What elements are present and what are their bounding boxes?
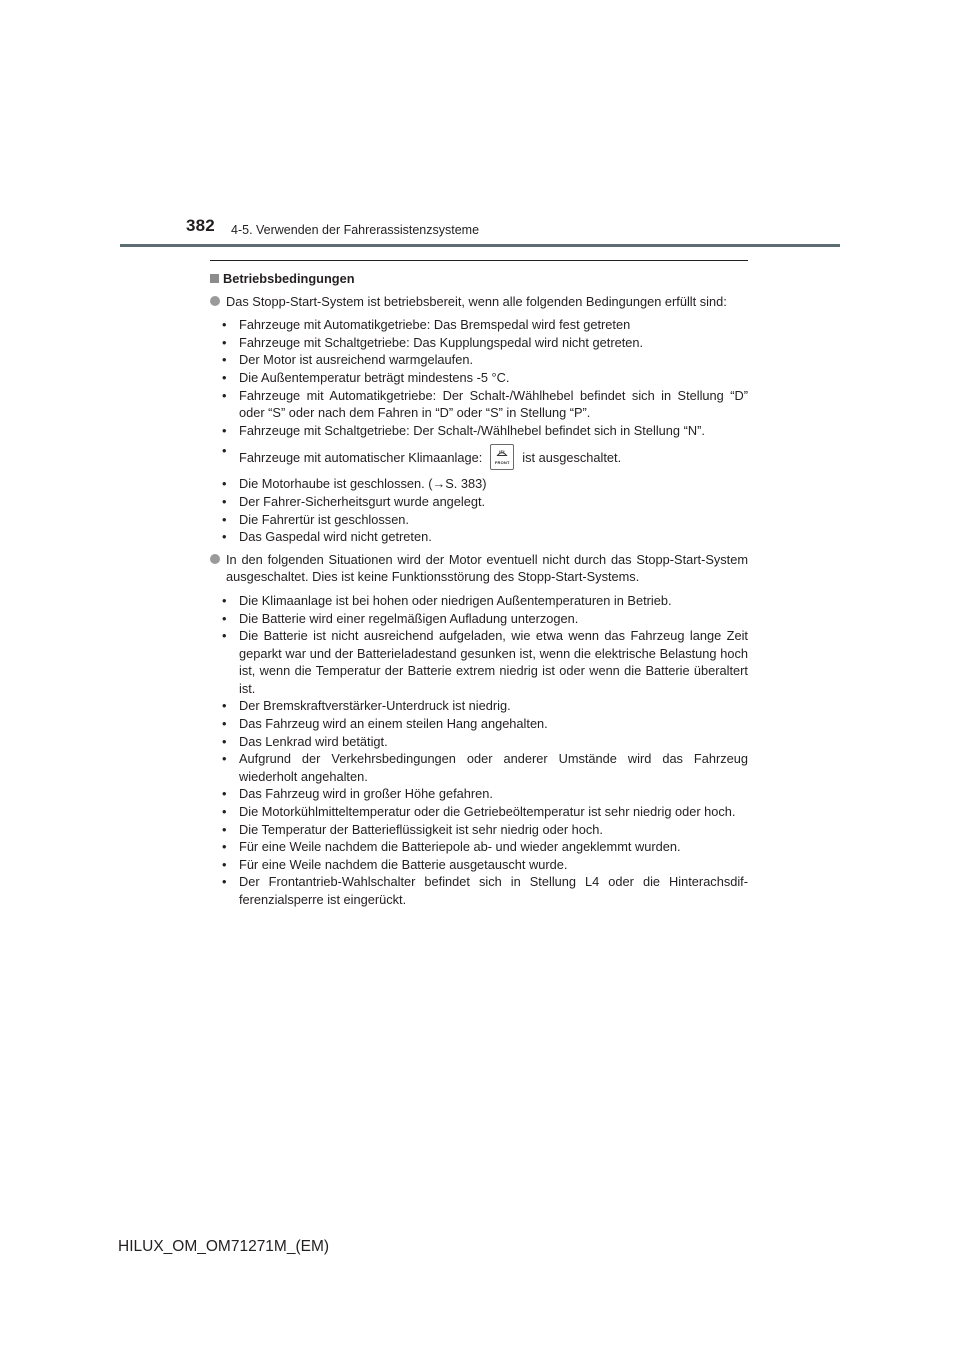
list-item: • Für eine Weile nachdem die Batteriepole ab- und wieder angeklemmt wurden. bbox=[222, 838, 748, 856]
exception-list bbox=[210, 592, 748, 909]
content-body bbox=[210, 270, 748, 909]
list-item: • Der Bremskraftverstärker-Unterdruck ist niedrig. bbox=[222, 697, 748, 715]
section-heading bbox=[210, 270, 748, 288]
circle-bullet-icon bbox=[210, 296, 220, 306]
list-item: • Die Batterie ist nicht ausreichend aufgeladen, wie etwa wenn das Fahrzeug lange Zeit geparkt war und der Batterieladestand gesunken ist, wenn die elektrische Belastung hoch ist, wenn die Temperatur der Batterie extrem niedrig ist oder wenn die Batterie überaltert ist. bbox=[222, 627, 748, 697]
list-item: • Der Motor ist ausreichend warmgelaufen. bbox=[222, 351, 748, 369]
list-item: • Die Klimaanlage ist bei hohen oder niedrigen Außentemperaturen in Betrieb. bbox=[222, 592, 748, 610]
content-rule bbox=[210, 260, 748, 261]
bullet-exceptions bbox=[210, 551, 748, 586]
circle-bullet-icon bbox=[210, 554, 220, 564]
list-item: • Die Temperatur der Batterieflüssigkeit ist sehr niedrig oder hoch. bbox=[222, 821, 748, 839]
section-title: 4-5. Verwenden der Fahrerassistenzsysteme bbox=[231, 223, 480, 237]
list-item-text: • Fahrzeuge mit automatischer Klimaanlage: bbox=[239, 449, 483, 465]
list-item: • Der Frontantrieb-Wahlschalter befindet sich in Stellung L4 oder die Hinterachsdif-ferenzialsperre ist eingerückt. bbox=[222, 873, 748, 908]
condition-list bbox=[210, 316, 748, 546]
list-item: • Das Fahrzeug wird in großer Höhe gefahren. bbox=[222, 785, 748, 803]
bullet-text: In den folgenden Situationen wird der Motor eventuell nicht durch das Stopp-Start-System ausgeschaltet. Dies ist keine Funktionsstörung des Stopp-Start-Systems. bbox=[226, 551, 748, 585]
list-item-climate bbox=[222, 442, 748, 472]
list-item: • Die Batterie wird einer regelmäßigen Aufladung unterzogen. bbox=[222, 610, 748, 628]
section-heading-text: Betriebsbedingungen bbox=[223, 271, 355, 286]
front-defogger-button-icon bbox=[490, 444, 514, 470]
list-item: • Die Motorhaube ist geschlossen. (→S. 383) bbox=[222, 475, 748, 493]
front-label: FRONT bbox=[494, 460, 510, 466]
list-item: • Fahrzeuge mit Automatikgetriebe: Der Schalt-/Wählhebel befindet sich in Stellung “D” oder “S” oder nach dem Fahren in “D” oder “S” in Stellung “P”. bbox=[222, 387, 748, 422]
list-item-text: ist ausgeschaltet. bbox=[522, 449, 622, 465]
list-item: • Der Fahrer-Sicherheitsgurt wurde angelegt. bbox=[222, 493, 748, 511]
list-item: • Aufgrund der Verkehrsbedingungen oder anderer Umstände wird das Fahrzeug wiederholt angehalten. bbox=[222, 750, 748, 785]
list-item: • Die Motorkühlmitteltemperatur oder die Getriebeöltemperatur ist sehr niedrig oder hoch. bbox=[222, 803, 748, 821]
page-number: 382 bbox=[186, 216, 215, 235]
list-item: • Das Lenkrad wird betätigt. bbox=[222, 733, 748, 751]
list-item: • Für eine Weile nachdem die Batterie ausgetauscht wurde. bbox=[222, 856, 748, 874]
list-item: • Fahrzeuge mit Automatikgetriebe: Das Bremspedal wird fest getreten bbox=[222, 316, 748, 334]
list-item: • Fahrzeuge mit Schaltgetriebe: Das Kupplungspedal wird nicht getreten. bbox=[222, 334, 748, 352]
list-item: • Die Außentemperatur beträgt mindestens -5 °C. bbox=[222, 369, 748, 387]
bullet-operating-conditions bbox=[210, 293, 748, 311]
list-item: • Die Fahrertür ist geschlossen. bbox=[222, 511, 748, 529]
list-item: • Fahrzeuge mit Schaltgetriebe: Der Schalt-/Wählhebel befindet sich in Stellung “N”. bbox=[222, 422, 748, 440]
square-bullet-icon bbox=[210, 274, 219, 283]
footer-doc-id: HILUX_OM_OM71271M_(EM) bbox=[118, 1238, 330, 1255]
bullet-text: Das Stopp-Start-System ist betriebsbereit, wenn alle folgenden Bedingungen erfüllt sind: bbox=[226, 293, 727, 309]
list-item: • Das Gaspedal wird nicht getreten. bbox=[222, 528, 748, 546]
list-item: • Das Fahrzeug wird an einem steilen Hang angehalten. bbox=[222, 715, 748, 733]
header-rule bbox=[120, 244, 840, 247]
defogger-icon bbox=[496, 449, 508, 460]
